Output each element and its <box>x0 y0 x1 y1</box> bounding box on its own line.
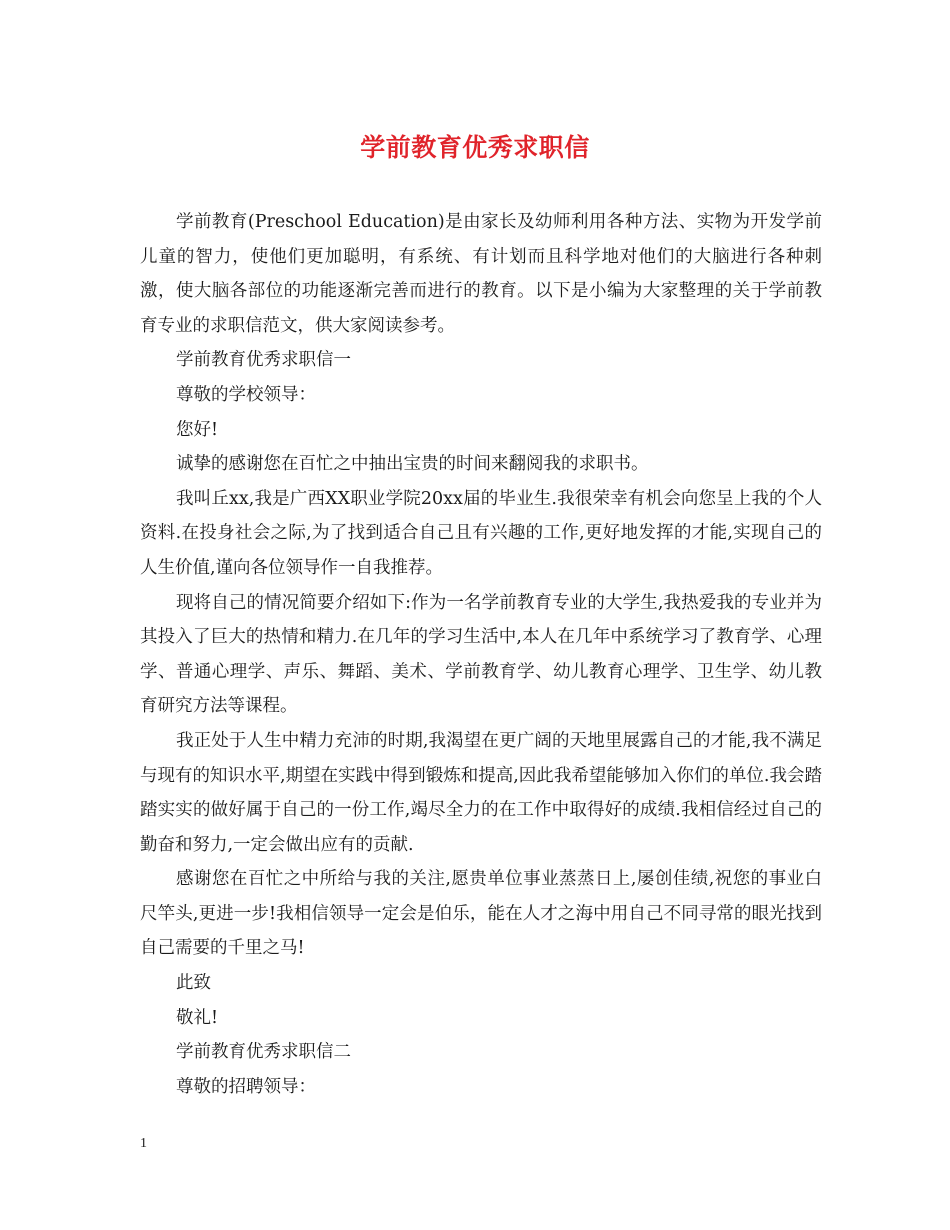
salutation: 尊敬的学校领导： <box>176 384 316 405</box>
closing-regards: 敬礼! <box>176 1007 219 1028</box>
letter-one-heading: 学前教育优秀求职信一 <box>176 350 351 371</box>
intro-paragraph: 学前教育(Preschool Education)是由家长及幼师利用各种方法、实物为开发学前儿童的智力，使他们更加聪明，有系统、有计划而且科学地对他们的大脑进行各种刺激，使大脑各部位的功能逐渐完善而进行的教育。以下是小编为大家整理的关于学前教育专业的求职信范文，供大家阅读参考。 <box>140 212 822 336</box>
body-paragraph: 现将自己的情况简要介绍如下:作为一名学前教育专业的大学生,我热爱我的专业并为其投入了巨大的热情和精力.在几年的学习生活中,本人在几年中系统学习了教育学、心理学、普通心理学、声乐、舞蹈、美术、学前教育学、幼儿教育心理学、卫生学、幼儿教育研究方法等课程。 <box>140 592 822 717</box>
greeting: 您好! <box>176 419 219 440</box>
document-title: 学前教育优秀求职信 <box>360 133 590 162</box>
body-paragraph: 感谢您在百忙之中所给与我的关注,愿贵单位事业蒸蒸日上,屡创佳绩,祝您的事业白尺竿头,更进一步!我相信领导一定会是伯乐，能在人才之海中用自己不同寻常的眼光找到自己需要的千里之马! <box>140 869 822 959</box>
document-body <box>140 205 822 1104</box>
letter-two-heading: 学前教育优秀求职信二 <box>176 1042 351 1063</box>
body-paragraph: 诚挚的感谢您在百忙之中抽出宝贵的时间来翻阅我的求职书。 <box>176 454 649 475</box>
closing-line: 此致 <box>176 973 211 994</box>
body-paragraph: 我叫丘xx,我是广西XX职业学院20xx届的毕业生.我很荣幸有机会向您呈上我的个人资料.在投身社会之际,为了找到适合自己且有兴趣的工作,更好地发挥的才能,实现自己的人生价值,谨向各位领导作一自我推荐。 <box>140 488 822 578</box>
body-paragraph: 我正处于人生中精力充沛的时期,我渴望在更广阔的天地里展露自己的才能,我不满足与现有的知识水平,期望在实践中得到锻炼和提高,因此我希望能够加入你们的单位.我会踏踏实实的做好属于自己的一份工作,竭尽全力的在工作中取得好的成绩.我相信经过自己的勤奋和努力,一定会做出应有的贡献. <box>140 730 822 855</box>
page-number: 1 <box>140 1136 147 1151</box>
salutation: 尊敬的招聘领导： <box>176 1076 316 1097</box>
